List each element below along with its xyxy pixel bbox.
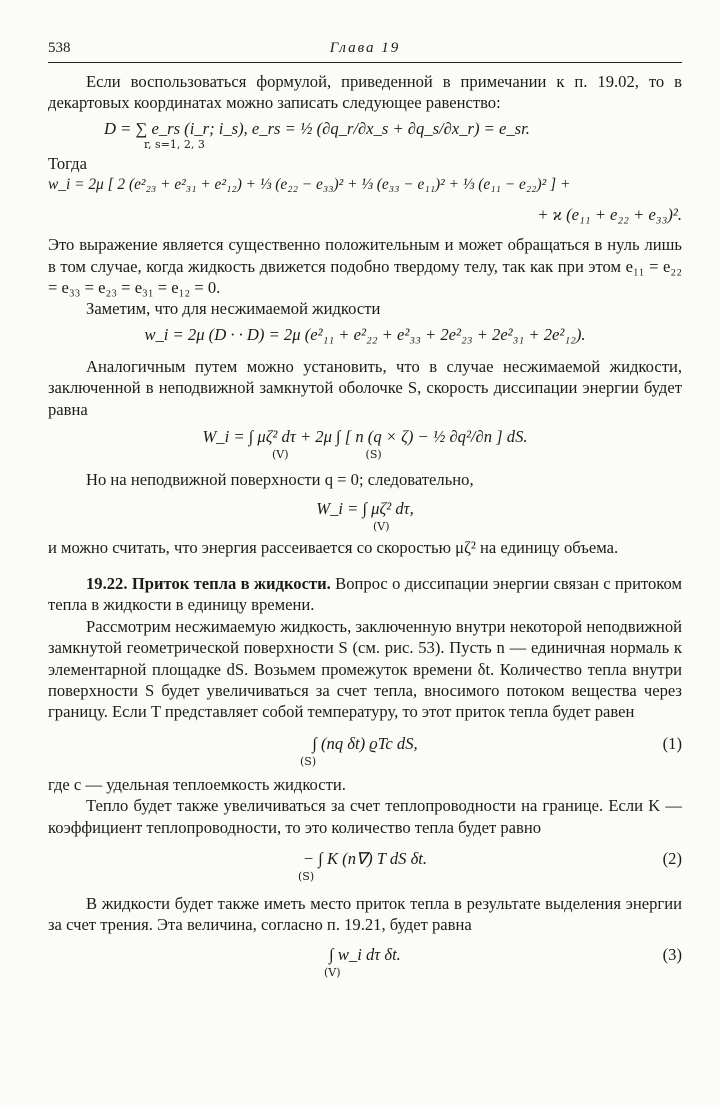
equation-2-subscript: (S) [298,869,315,883]
paragraph-9: Тепло будет также увеличиваться за счет теплопроводности на границе. Если K — коэффициент теплопроводности, то это количество тепла будет равно [48,796,682,837]
paragraph-3: Заметим, что для несжимаемой жидкости [86,299,381,319]
paragraph-1: Если воспользоваться формулой, приведенной в примечании к п. 19.02, то в декартовых координатах можно записать следующее равенство: [48,72,682,113]
book-page [48,38,682,979]
paragraph-7: Рассмотрим несжимаемую жидкость, заключенную внутри некоторой неподвижной замкнутой геометрической поверхности S (см. рис. 53). Пусть n — единичная нормаль к элементарной площадке dS. Возьмем промежуток времени δt. Количество тепла внутри поверхности S будет увеличиваться за счет тепла, вносимого потоком вещества через границу. Если T представляет собой температуру, то этот приток тепла будет равен [48,616,682,722]
equation-w-dissipation: w_i = 2μ [ 2 (e²₂₃ + e²₃₁ + e²₁₂) + ⅓ (e₂₂ − e₃₃)² + ⅓ (e₃₃ − e₁₁)² + ⅓ (e₁₁ − e₂₂)² ] + [48,176,571,194]
paragraph-5: Но на неподвижной поверхности q = 0; следовательно, [86,470,474,490]
paragraph-6: и можно считать, что энергия рассеивается со скоростью μζ² на единицу объема. [48,538,619,558]
running-title: Глава 19 [329,40,401,56]
paragraph-2: Это выражение является существенно положительным и может обращаться в нуль лишь в том случае, когда жидкость движется подобно твердому телу, так как при этом e₁₁ = e₂₂ = e₃₃ = e₂₃ = e₃₁ = e₁₂ = 0. [48,235,682,298]
subscript-S: (S) [365,448,382,462]
equation-1-number: (1) [662,733,682,753]
equation-2-row [48,848,682,870]
section-19-22 [48,573,682,616]
equation-1-subscript: (S) [300,754,317,768]
equation-w-dissipation-continued: + ϰ (e₁₁ + e₂₂ + e₃₃)². [537,205,682,225]
equation-D-subscript: r, s=1, 2, 3 [144,137,205,151]
equation-W-shell: W_i = ∫ μζ² dτ + 2μ ∫ [ n (q × ζ) − ½ ∂q²/∂n ] dS. [202,427,528,447]
equation-3-number: (3) [662,944,682,964]
equation-3: ∫ w_i dτ δt. [329,944,401,964]
equation-D: D = ∑ e_rs (i_r; i_s), e_rs = ½ (∂q_r/∂x_s + ∂q_s/∂x_r) = e_sr. [104,118,530,138]
paragraph-togda: Тогда [48,153,87,173]
equation-2: − ∫ K (n∇) T dS δt. [302,848,428,868]
equation-3-row [48,944,682,966]
equation-1: ∫ (nq δt) ϱTc dS, [312,733,418,753]
equation-2-number: (2) [662,848,682,868]
page-number: 538 [48,40,71,56]
section-title: 19.22. Приток тепла в жидкости. [86,573,331,593]
subscript-V: (V) [272,448,289,462]
paragraph-8: где c — удельная теплоемкость жидкости. [48,774,346,794]
header-rule [48,62,682,63]
equation-W-fixed-subscript: (V) [373,520,390,534]
equation-W-fixed-surface: W_i = ∫ μζ² dτ, [316,499,414,519]
page-header [48,38,682,62]
equation-1-row [48,733,682,755]
equation-w-incompressible: w_i = 2μ (D · · D) = 2μ (e²₁₁ + e²₂₂ + e²₃₃ + 2e²₂₃ + 2e²₃₁ + 2e²₁₂). [144,324,586,344]
equation-W-shell-subscripts [48,448,682,461]
equation-3-subscript: (V) [324,965,341,979]
paragraph-4: Аналогичным путем можно установить, что в случае несжимаемой жидкости, заключенной в неподвижной замкнутой оболочке S, скорость диссипации энергии будет равна [48,356,682,419]
section-intro: Вопрос о диссипации энергии связан с притоком тепла в жидкости в единицу времени. [48,573,682,615]
paragraph-10: В жидкости будет также иметь место приток тепла в результате выделения энергии за счет трения. Эта величина, согласно п. 19.21, будет равна [48,893,682,935]
